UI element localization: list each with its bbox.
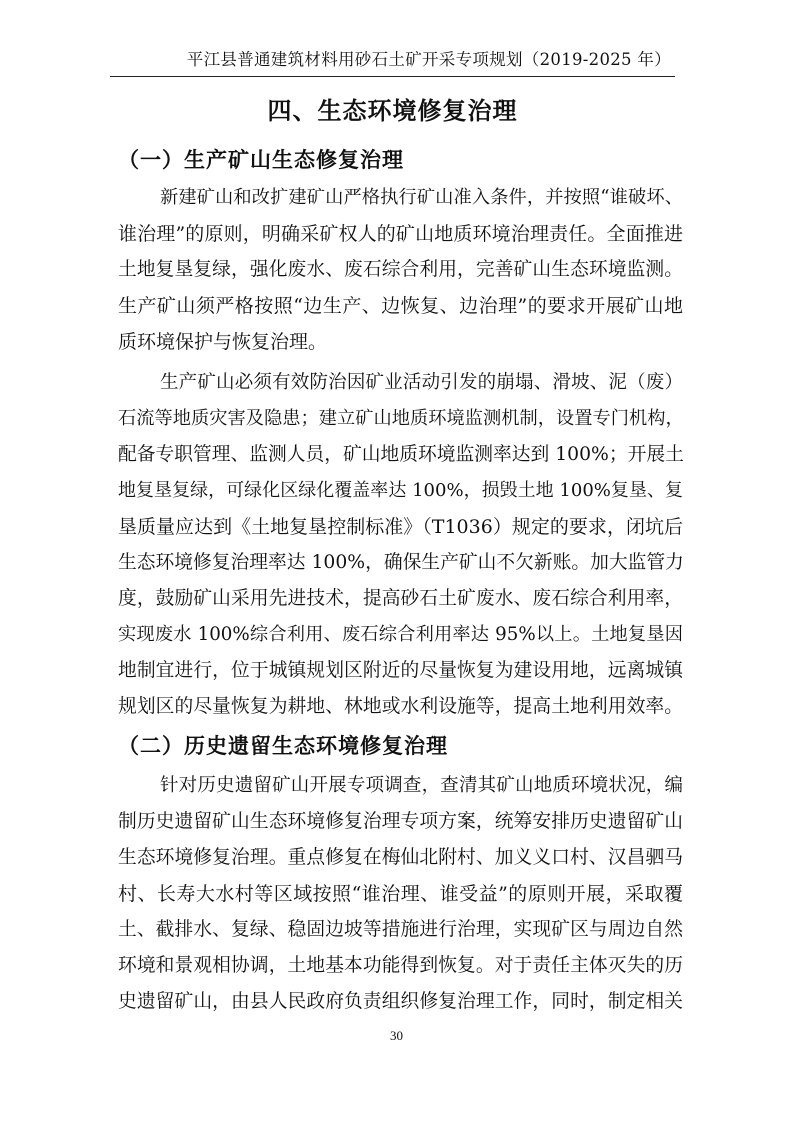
paragraph-line: 生产矿山须严格按照“边生产、边恢复、边治理”的要求开展矿山地: [118, 295, 683, 317]
paragraph-line: 生产矿山必须有效防治因矿业活动引发的崩塌、滑坡、泥（废）: [160, 372, 683, 393]
paragraph-line: 规划区的尽量恢复为耕地、林地或水利设施等，提高土地利用效率。: [118, 696, 683, 717]
paragraph-line: 垦质量应达到《土地复垦控制标准》（T1036）规定的要求，闭坑后: [118, 516, 683, 538]
running-header: 平江县普通建筑材料用砂石土矿开采专项规划（2019-2025 年）: [186, 50, 671, 69]
paragraph-line: 土地复垦复绿，强化废水、废石综合利用，完善矿山生态环境监测。: [118, 259, 683, 280]
paragraph-line: 谁治理”的原则，明确采矿权人的矿山地质环境治理责任。全面推进: [118, 223, 683, 245]
paragraph-line: 土、截排水、复绿、稳固边坡等措施进行治理，实现矿区与周边自然: [118, 919, 683, 940]
paragraph-line: 村、长寿大水村等区域按照“谁治理、谁受益”的原则开展，采取覆: [118, 883, 683, 905]
paragraph-line: 实现废水 100%综合利用、废石综合利用率达 95%以上。土地复垦因: [118, 624, 683, 645]
paragraph-line: 针对历史遗留矿山开展专项调查，查清其矿山地质环境状况，编: [160, 775, 683, 796]
paragraph-line: 地制宜进行，位于城镇规划区附近的尽量恢复为建设用地，远离城镇: [118, 660, 683, 681]
paragraph-line: 生态环境修复治理。重点修复在梅仙北附村、加义义口村、汉昌驷马: [118, 847, 683, 868]
paragraph-line: 新建矿山和改扩建矿山严格执行矿山准入条件，并按照“谁破坏、: [160, 187, 683, 208]
section-heading: （一）生产矿山生态修复治理: [118, 147, 404, 172]
chapter-title: 四、生态环境修复治理: [267, 96, 518, 125]
paragraph-line: 石流等地质灾害及隐患；建立矿山地质环境监测机制，设置专门机构，: [118, 408, 684, 429]
paragraph-line: 地复垦复绿，可绿化区绿化覆盖率达 100%，损毁土地 100%复垦、复: [118, 480, 683, 501]
header-rule: [110, 76, 675, 77]
paragraph-line: 配备专职管理、监测人员，矿山地质环境监测率达到 100%；开展土: [118, 444, 684, 465]
page-number: 30: [390, 1028, 403, 1043]
paragraph-line: 生态环境修复治理率达 100%，确保生产矿山不欠新账。加大监管力: [118, 552, 684, 573]
section-heading: （二）历史遗留生态环境修复治理: [118, 733, 448, 758]
paragraph-line: 度，鼓励矿山采用先进技术，提高砂石土矿废水、废石综合利用率，: [118, 588, 683, 609]
paragraph-line: 史遗留矿山，由县人民政府负责组织修复治理工作，同时，制定相关: [118, 991, 683, 1012]
paragraph-line: 质环境保护与恢复治理。: [118, 331, 328, 353]
paragraph-line: 环境和景观相协调，土地基本功能得到恢复。对于责任主体灭失的历: [118, 955, 683, 976]
paragraph-line: 制历史遗留矿山生态环境修复治理专项方案，统筹安排历史遗留矿山: [118, 811, 683, 832]
